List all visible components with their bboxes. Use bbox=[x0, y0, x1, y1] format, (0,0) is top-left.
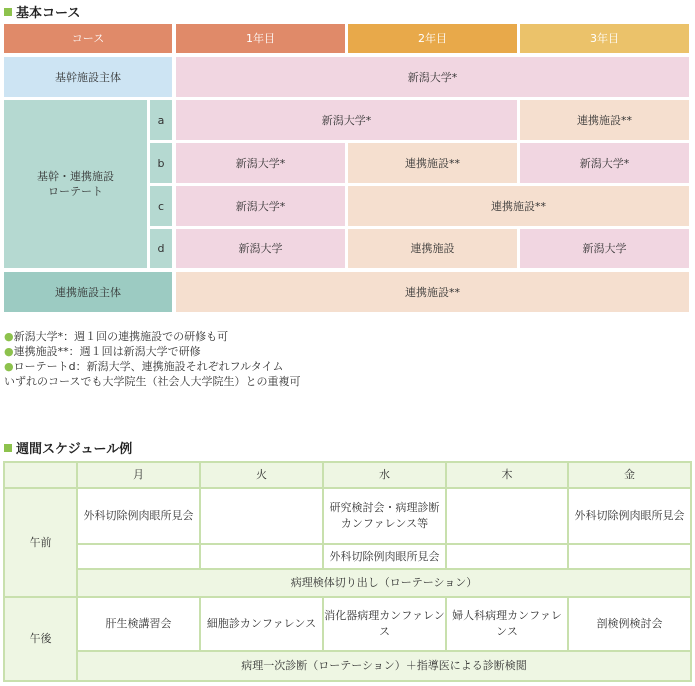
row-label-rotate: 基幹・連携施設 ローテート bbox=[4, 100, 147, 268]
am1-fri: 外科切除例肉眼所見会 bbox=[569, 489, 690, 543]
row-label-kikan: 基幹施設主体 bbox=[4, 57, 172, 97]
cell-d-y1: 新潟大学 bbox=[176, 229, 345, 268]
am2-tue bbox=[201, 545, 322, 568]
bullet-dot-icon: ● bbox=[4, 345, 14, 358]
sub-label-b: b bbox=[150, 143, 172, 183]
note-4: いずれのコースでも大学院生（社会人大学院生）との重複可 bbox=[4, 375, 301, 388]
am1-wed: 研究検討会・病理診断 カンファレンス等 bbox=[324, 489, 445, 543]
day-tue: 火 bbox=[201, 463, 322, 487]
header-course: コース bbox=[4, 24, 172, 53]
schedule-corner bbox=[5, 463, 76, 487]
section-heading-basic-course bbox=[4, 2, 80, 21]
bullet-square-icon bbox=[4, 444, 12, 452]
sub-label-d: d bbox=[150, 229, 172, 268]
am-label: 午前 bbox=[5, 489, 76, 596]
day-mon: 月 bbox=[78, 463, 199, 487]
am1-thu bbox=[447, 489, 567, 543]
pm1-mon: 肝生検講習会 bbox=[78, 598, 199, 650]
schedule-table bbox=[3, 461, 692, 682]
pm1-wed: 消化器病理カンファレンス bbox=[324, 598, 445, 650]
header-year1: 1年目 bbox=[176, 24, 345, 53]
header-year3: 3年目 bbox=[520, 24, 689, 53]
pm1-thu: 婦人科病理カンファレンス bbox=[447, 598, 567, 650]
am1-mon: 外科切除例肉眼所見会 bbox=[78, 489, 199, 543]
section-title: 基本コース bbox=[16, 6, 81, 21]
cell-b-y1: 新潟大学* bbox=[176, 143, 345, 183]
am1-tue bbox=[201, 489, 322, 543]
pm2-all: 病理一次診断（ローテーション）＋指導医による診断検閲 bbox=[78, 652, 690, 680]
note-3: ●ローテートd：新潟大学、連携施設それぞれフルタイム bbox=[4, 360, 284, 373]
day-fri: 金 bbox=[569, 463, 690, 487]
cell-d-y2: 連携施設 bbox=[348, 229, 517, 268]
cell-renkei-all: 連携施設** bbox=[176, 272, 689, 312]
cell-a-y12: 新潟大学* bbox=[176, 100, 517, 140]
am2-thu bbox=[447, 545, 567, 568]
cell-b-y2: 連携施設** bbox=[348, 143, 517, 183]
cell-b-y3: 新潟大学* bbox=[520, 143, 689, 183]
day-thu: 木 bbox=[447, 463, 567, 487]
row-label-renkei: 連携施設主体 bbox=[4, 272, 172, 312]
am3-all: 病理検体切り出し（ローテーション） bbox=[78, 570, 690, 596]
bullet-square-icon bbox=[4, 8, 12, 16]
section-heading-weekly-schedule bbox=[4, 438, 132, 457]
pm1-tue: 細胞診カンファレンス bbox=[201, 598, 322, 650]
course-notes bbox=[4, 329, 300, 389]
sub-label-c: c bbox=[150, 186, 172, 226]
cell-c-y23: 連携施設** bbox=[348, 186, 689, 226]
am2-mon bbox=[78, 545, 199, 568]
bullet-dot-icon: ● bbox=[4, 360, 14, 373]
section-title: 週間スケジュール例 bbox=[16, 442, 133, 457]
cell-c-y1: 新潟大学* bbox=[176, 186, 345, 226]
note-2: ●連携施設**：週１回は新潟大学で研修 bbox=[4, 345, 201, 358]
cell-d-y3: 新潟大学 bbox=[520, 229, 689, 268]
day-wed: 水 bbox=[324, 463, 445, 487]
pm-label: 午後 bbox=[5, 598, 76, 680]
am2-wed: 外科切除例肉眼所見会 bbox=[324, 545, 445, 568]
header-year2: 2年目 bbox=[348, 24, 517, 53]
cell-a-y3: 連携施設** bbox=[520, 100, 689, 140]
pm1-fri: 剖検例検討会 bbox=[569, 598, 690, 650]
sub-label-a: a bbox=[150, 100, 172, 140]
am2-fri bbox=[569, 545, 690, 568]
note-1: ●新潟大学*：週１回の連携施設での研修も可 bbox=[4, 330, 229, 343]
bullet-dot-icon: ● bbox=[4, 330, 14, 343]
cell-kikan-all: 新潟大学* bbox=[176, 57, 689, 97]
